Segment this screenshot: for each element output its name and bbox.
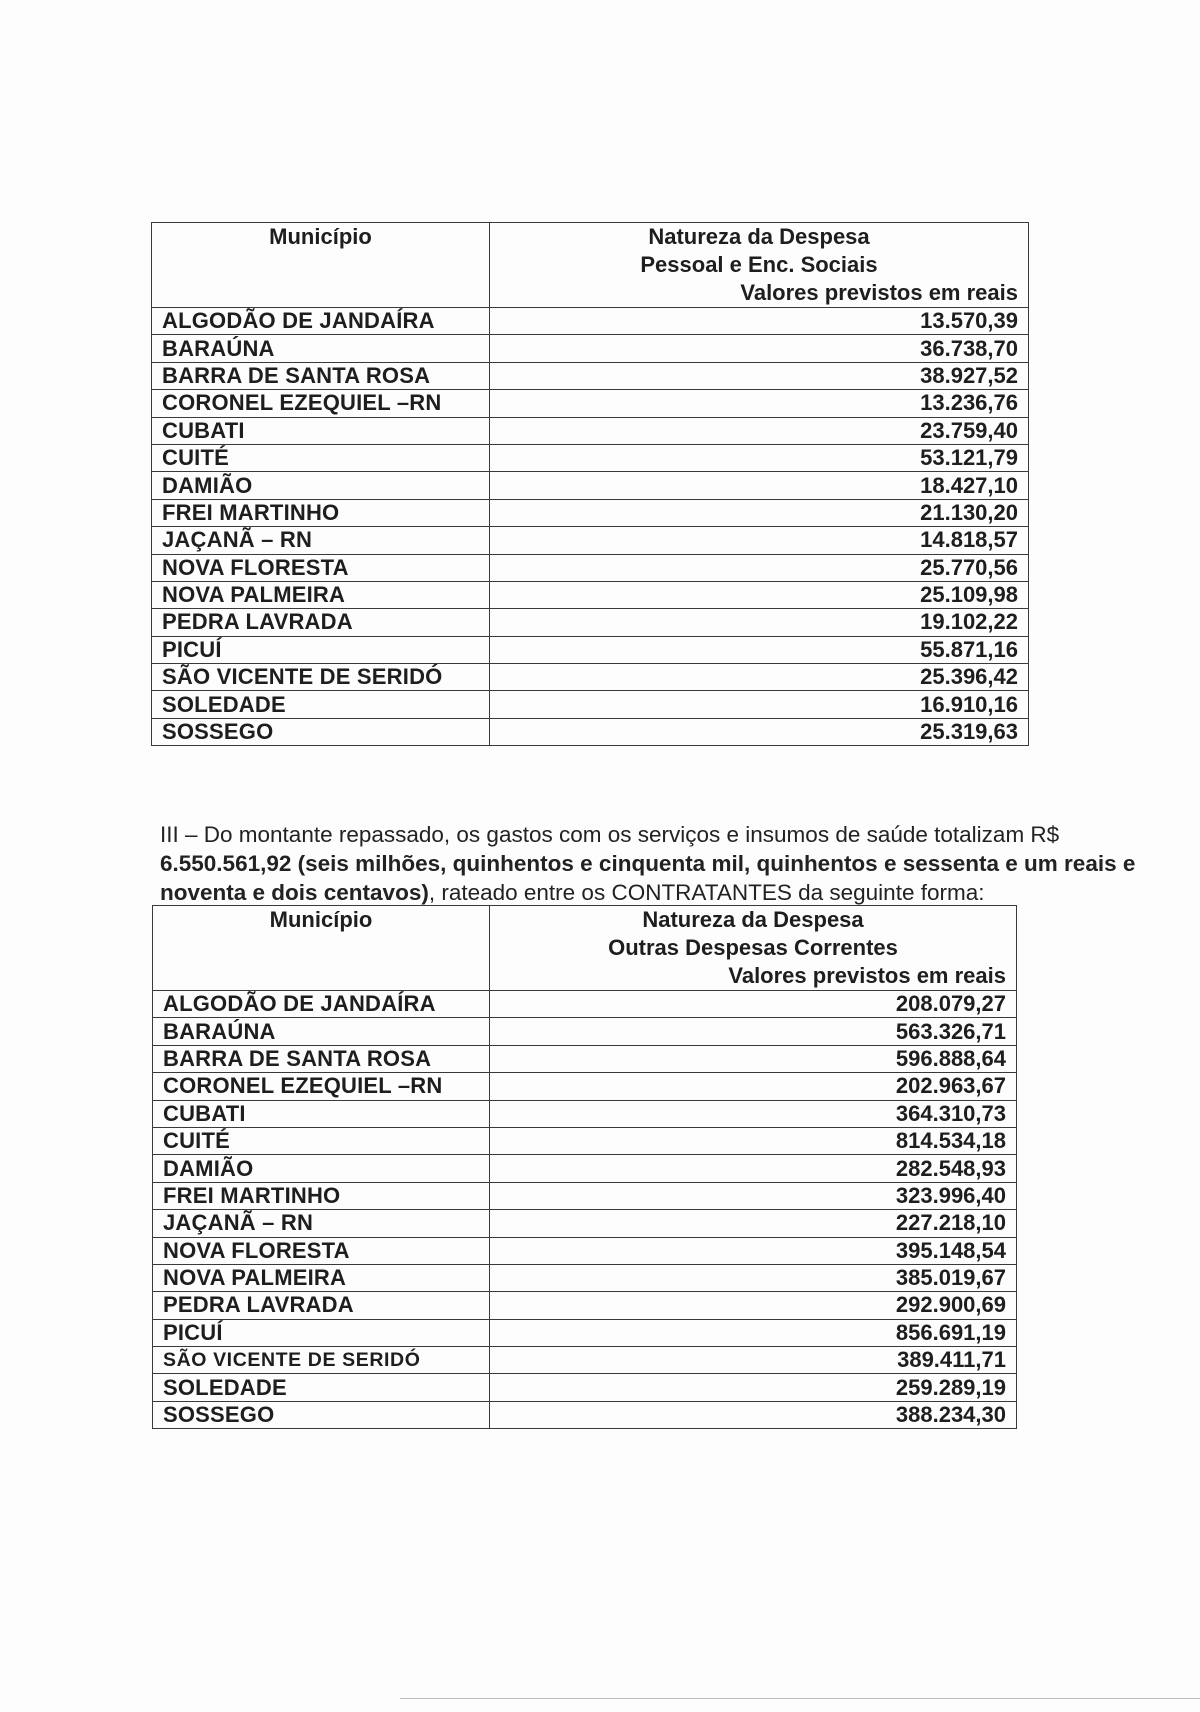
value-cell: 292.900,69 bbox=[490, 1292, 1017, 1319]
table-row bbox=[153, 1347, 1017, 1374]
table-row bbox=[152, 718, 1029, 745]
value-cell: 563.326,71 bbox=[490, 1018, 1017, 1045]
municipio-cell: JAÇANÃ – RN bbox=[152, 527, 490, 554]
header-line-category: Pessoal e Enc. Sociais bbox=[640, 252, 878, 277]
municipio-cell: DAMIÃO bbox=[153, 1155, 490, 1182]
table-row bbox=[153, 1155, 1017, 1182]
personnel-expenses-table bbox=[151, 222, 1029, 746]
value-cell: 13.236,76 bbox=[490, 390, 1029, 417]
municipio-cell: NOVA PALMEIRA bbox=[152, 581, 490, 608]
value-cell: 227.218,10 bbox=[490, 1210, 1017, 1237]
municipio-cell: BARRA DE SANTA ROSA bbox=[153, 1045, 490, 1072]
table-row bbox=[153, 1127, 1017, 1154]
municipio-cell: PEDRA LAVRADA bbox=[152, 609, 490, 636]
municipio-cell: CUBATI bbox=[153, 1100, 490, 1127]
natureza-column-header bbox=[490, 906, 1017, 991]
table-row bbox=[152, 691, 1029, 718]
value-cell: 259.289,19 bbox=[490, 1374, 1017, 1401]
value-cell: 16.910,16 bbox=[490, 691, 1029, 718]
municipio-cell: BARAÚNA bbox=[152, 335, 490, 362]
municipio-cell: CUITÉ bbox=[152, 444, 490, 471]
table-row bbox=[153, 1018, 1017, 1045]
table-row bbox=[153, 1319, 1017, 1346]
header-line-values: Valores previstos em reais bbox=[740, 280, 1018, 305]
value-cell: 856.691,19 bbox=[490, 1319, 1017, 1346]
value-cell: 596.888,64 bbox=[490, 1045, 1017, 1072]
table-row bbox=[153, 1100, 1017, 1127]
table-row bbox=[152, 609, 1029, 636]
header-line-natureza: Natureza da Despesa bbox=[642, 907, 864, 932]
municipio-cell: NOVA PALMEIRA bbox=[153, 1264, 490, 1291]
table-row bbox=[152, 636, 1029, 663]
page-edge-line bbox=[400, 1698, 1200, 1699]
value-cell: 14.818,57 bbox=[490, 527, 1029, 554]
table-row bbox=[152, 417, 1029, 444]
value-cell: 25.319,63 bbox=[490, 718, 1029, 745]
municipio-cell: SÃO VICENTE DE SERIDÓ bbox=[153, 1347, 490, 1374]
table-header-row bbox=[152, 223, 1029, 308]
municipio-cell: SÃO VICENTE DE SERIDÓ bbox=[152, 664, 490, 691]
value-cell: 23.759,40 bbox=[490, 417, 1029, 444]
value-cell: 389.411,71 bbox=[490, 1347, 1017, 1374]
municipio-cell: SOLEDADE bbox=[153, 1374, 490, 1401]
table-row bbox=[153, 1292, 1017, 1319]
municipio-cell: PICUÍ bbox=[153, 1319, 490, 1346]
municipio-cell: CUBATI bbox=[152, 417, 490, 444]
municipio-cell: PICUÍ bbox=[152, 636, 490, 663]
value-cell: 388.234,30 bbox=[490, 1401, 1017, 1428]
table-row bbox=[152, 581, 1029, 608]
header-line-natureza: Natureza da Despesa bbox=[648, 224, 870, 249]
table-row bbox=[152, 472, 1029, 499]
municipio-cell: CORONEL EZEQUIEL –RN bbox=[153, 1073, 490, 1100]
value-cell: 38.927,52 bbox=[490, 362, 1029, 389]
value-cell: 208.079,27 bbox=[490, 991, 1017, 1018]
value-cell: 19.102,22 bbox=[490, 609, 1029, 636]
table-row bbox=[153, 1073, 1017, 1100]
table-row bbox=[153, 1264, 1017, 1291]
municipio-cell: NOVA FLORESTA bbox=[152, 554, 490, 581]
municipio-cell: FREI MARTINHO bbox=[153, 1182, 490, 1209]
clause-intro-text: III – Do montante repassado, os gastos com os serviços e insumos de saúde totalizam R$ bbox=[160, 821, 1060, 847]
municipio-cell: SOSSEGO bbox=[152, 718, 490, 745]
table-row bbox=[153, 1401, 1017, 1428]
table-row bbox=[152, 499, 1029, 526]
value-cell: 13.570,39 bbox=[490, 308, 1029, 335]
value-cell: 814.534,18 bbox=[490, 1127, 1017, 1154]
value-cell: 21.130,20 bbox=[490, 499, 1029, 526]
municipio-cell: CORONEL EZEQUIEL –RN bbox=[152, 390, 490, 417]
municipio-column-header: Município bbox=[152, 223, 490, 308]
municipio-cell: DAMIÃO bbox=[152, 472, 490, 499]
clause-iii-paragraph bbox=[160, 820, 1150, 907]
table-row bbox=[152, 527, 1029, 554]
table-row bbox=[152, 362, 1029, 389]
table-row bbox=[153, 1182, 1017, 1209]
municipio-cell: JAÇANÃ – RN bbox=[153, 1210, 490, 1237]
value-cell: 385.019,67 bbox=[490, 1264, 1017, 1291]
table-row bbox=[152, 664, 1029, 691]
other-expenses-table bbox=[152, 905, 1017, 1429]
value-cell: 53.121,79 bbox=[490, 444, 1029, 471]
municipio-cell: CUITÉ bbox=[153, 1127, 490, 1154]
table-row bbox=[152, 444, 1029, 471]
table-row bbox=[152, 335, 1029, 362]
value-cell: 323.996,40 bbox=[490, 1182, 1017, 1209]
value-cell: 25.770,56 bbox=[490, 554, 1029, 581]
value-cell: 364.310,73 bbox=[490, 1100, 1017, 1127]
natureza-column-header bbox=[490, 223, 1029, 308]
table-row bbox=[152, 390, 1029, 417]
municipio-cell: ALGODÃO DE JANDAÍRA bbox=[152, 308, 490, 335]
table-row bbox=[153, 1210, 1017, 1237]
municipio-cell: BARRA DE SANTA ROSA bbox=[152, 362, 490, 389]
value-cell: 282.548,93 bbox=[490, 1155, 1017, 1182]
value-cell: 395.148,54 bbox=[490, 1237, 1017, 1264]
municipio-cell: ALGODÃO DE JANDAÍRA bbox=[153, 991, 490, 1018]
value-cell: 25.396,42 bbox=[490, 664, 1029, 691]
table-row bbox=[153, 991, 1017, 1018]
municipio-cell: PEDRA LAVRADA bbox=[153, 1292, 490, 1319]
header-line-category: Outras Despesas Correntes bbox=[608, 935, 898, 960]
municipio-cell: SOLEDADE bbox=[152, 691, 490, 718]
clause-total-amount: 6.550.561,92 (seis milhões, quinhentos e cinquenta mil, quinhentos e sessenta e um reais e noventa e dois centavos) bbox=[160, 850, 1136, 905]
value-cell: 36.738,70 bbox=[490, 335, 1029, 362]
value-cell: 18.427,10 bbox=[490, 472, 1029, 499]
table-row bbox=[152, 308, 1029, 335]
municipio-cell: NOVA FLORESTA bbox=[153, 1237, 490, 1264]
municipio-column-header: Município bbox=[153, 906, 490, 991]
table-row bbox=[153, 1374, 1017, 1401]
municipio-cell: BARAÚNA bbox=[153, 1018, 490, 1045]
header-line-values: Valores previstos em reais bbox=[728, 963, 1006, 988]
table-row bbox=[153, 1237, 1017, 1264]
table-header-row bbox=[153, 906, 1017, 991]
table-row bbox=[152, 554, 1029, 581]
table-row bbox=[153, 1045, 1017, 1072]
value-cell: 25.109,98 bbox=[490, 581, 1029, 608]
value-cell: 202.963,67 bbox=[490, 1073, 1017, 1100]
municipio-cell: FREI MARTINHO bbox=[152, 499, 490, 526]
clause-outro-text: , rateado entre os CONTRATANTES da seguinte forma: bbox=[428, 879, 985, 905]
value-cell: 55.871,16 bbox=[490, 636, 1029, 663]
municipio-cell: SOSSEGO bbox=[153, 1401, 490, 1428]
